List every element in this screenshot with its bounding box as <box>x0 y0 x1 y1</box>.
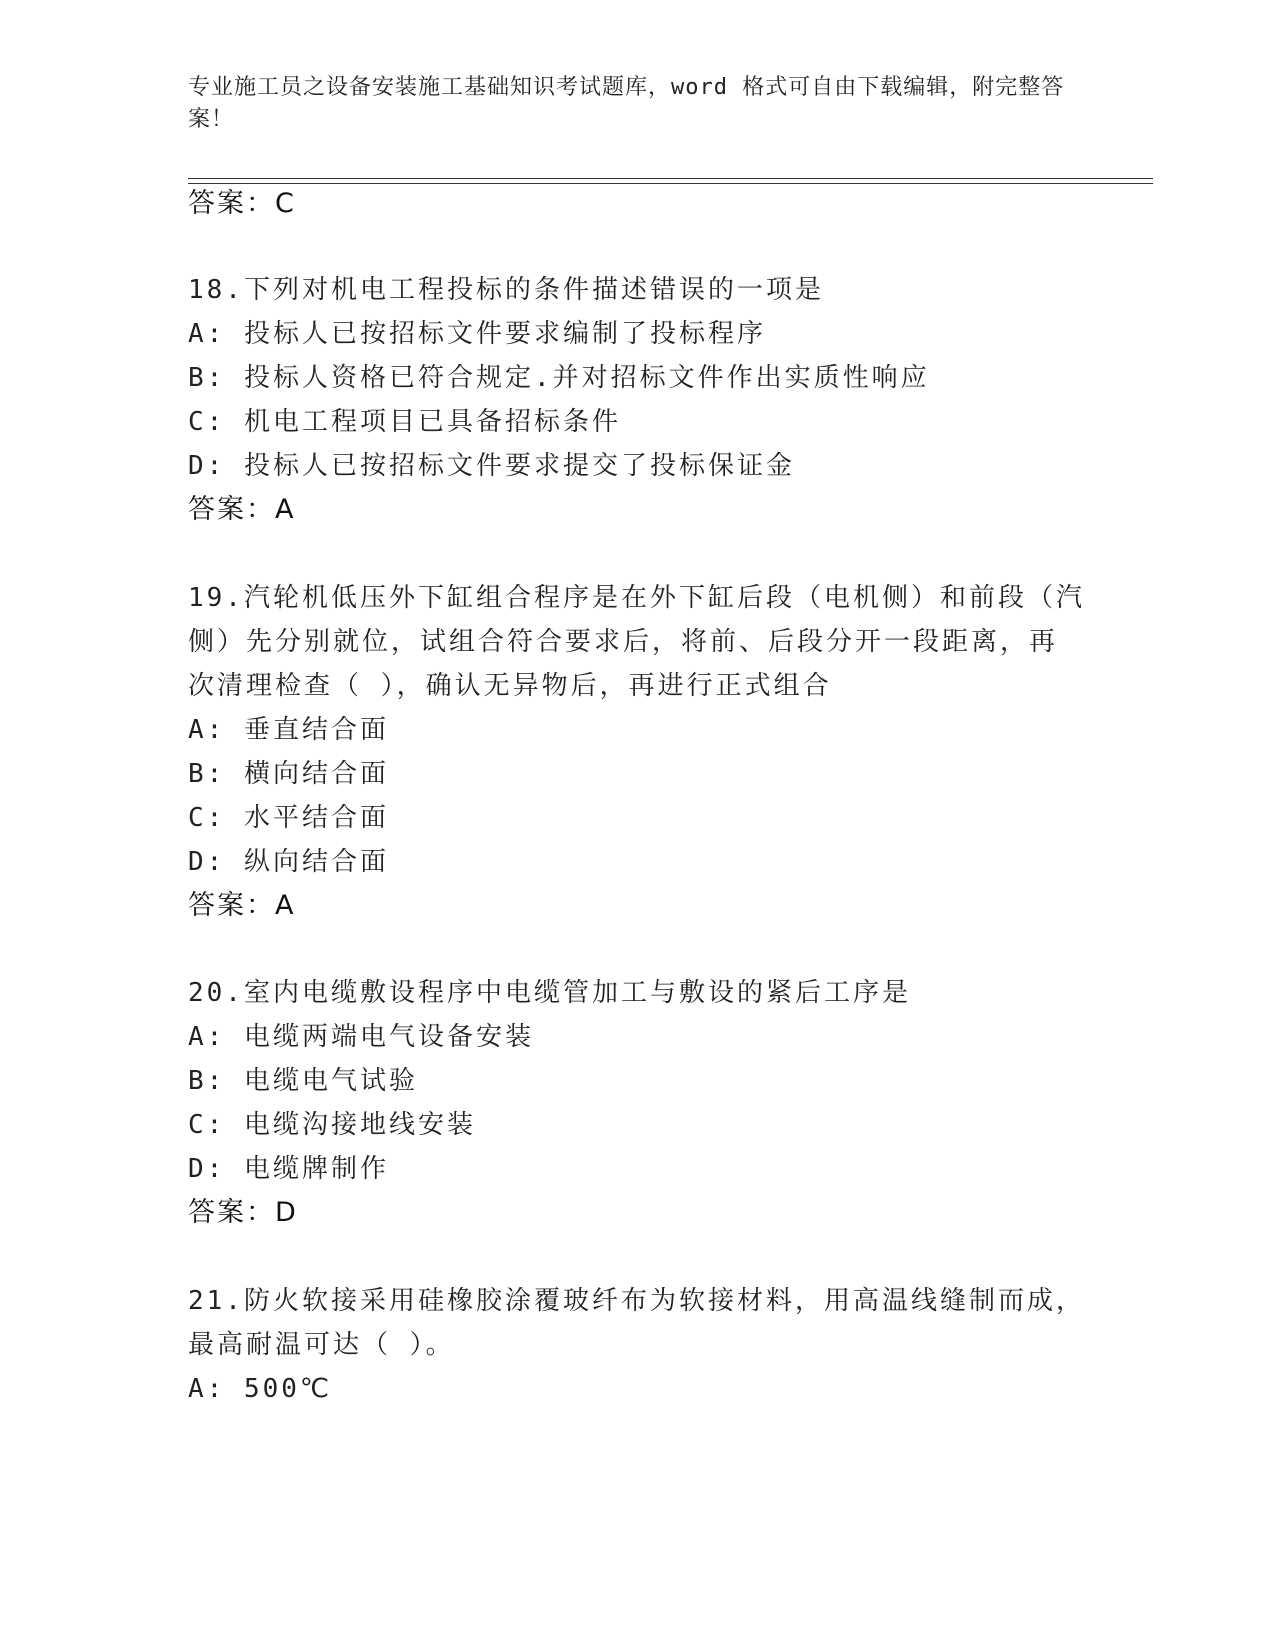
question-19-option-c: C: 水平结合面 <box>188 803 389 833</box>
question-18-option-b: B: 投标人资格已符合规定.并对招标文件作出实质性响应 <box>188 363 930 393</box>
question-21-stem-line-2: 最高耐温可达（ ）。 <box>188 1330 455 1360</box>
question-19-stem-line-2: 侧）先分别就位，试组合符合要求后，将前、后段分开一段距离，再 <box>188 627 1059 657</box>
question-18-option-d: D: 投标人已按招标文件要求提交了投标保证金 <box>188 451 795 481</box>
question-20-answer: 答案：D <box>188 1197 298 1228</box>
question-20-option-a: A: 电缆两端电气设备安装 <box>188 1022 534 1052</box>
question-20-option-d: D: 电缆牌制作 <box>188 1154 389 1184</box>
question-18-stem: 18.下列对机电工程投标的条件描述错误的一项是 <box>188 275 824 305</box>
question-18-option-c: C: 机电工程项目已具备招标条件 <box>188 407 621 437</box>
question-21-option-a: A: 500℃ <box>188 1374 333 1404</box>
page-header: 专业施工员之设备安装施工基础知识考试题库，word 格式可自由下载编辑，附完整答案！ <box>188 75 1065 132</box>
question-20-option-c: C: 电缆沟接地线安装 <box>188 1110 476 1140</box>
question-19-answer: 答案：A <box>188 890 296 921</box>
question-19-option-d: D: 纵向结合面 <box>188 847 389 877</box>
question-21-stem-line-1: 21.防火软接采用硅橡胶涂覆玻纤布为软接材料，用高温线缝制而成， <box>188 1286 1085 1316</box>
question-18-answer: 答案：A <box>188 494 296 525</box>
question-20-stem: 20.室内电缆敷设程序中电缆管加工与敷设的紧后工序是 <box>188 978 911 1008</box>
answer-line: 答案：C <box>188 188 296 219</box>
question-19-stem-line-3: 次清理检查（ ），确认无异物后，再进行正式组合 <box>188 671 832 701</box>
question-19-option-a: A: 垂直结合面 <box>188 715 389 745</box>
question-19-option-b: B: 横向结合面 <box>188 759 389 789</box>
question-20-option-b: B: 电缆电气试验 <box>188 1066 418 1096</box>
question-18-option-a: A: 投标人已按招标文件要求编制了投标程序 <box>188 319 766 349</box>
question-19-stem-line-1: 19.汽轮机低压外下缸组合程序是在外下缸后段（电机侧）和前段（汽 <box>188 583 1085 613</box>
header-rule-bottom <box>188 183 1153 184</box>
header-rule-top <box>188 178 1153 179</box>
